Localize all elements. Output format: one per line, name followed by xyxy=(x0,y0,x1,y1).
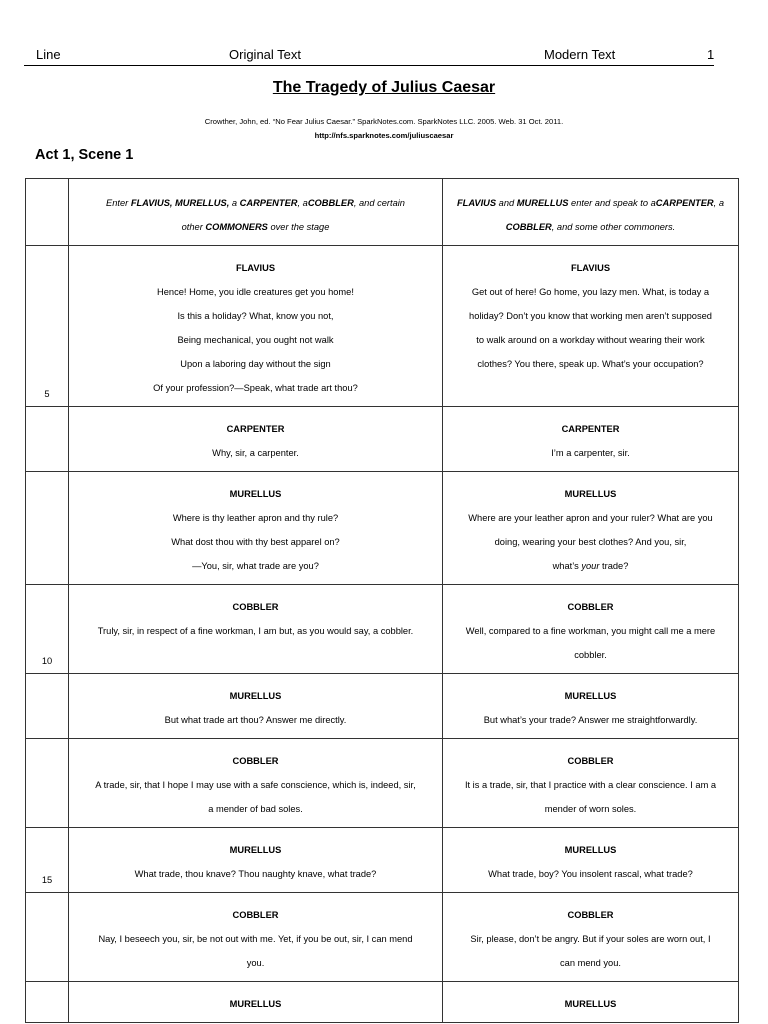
dialogue-row xyxy=(26,828,739,893)
modern-line: What trade, boy? You insolent rascal, what trade? xyxy=(488,869,693,879)
line-number-cell xyxy=(26,982,69,1023)
dialogue-row xyxy=(26,739,739,828)
stage-direction-modern: FLAVIUS and MURELLUS enter and speak to aCARPENTER, a COBBLER, and some other commoners. xyxy=(457,198,724,232)
speaker-name: CARPENTER xyxy=(561,424,620,434)
original-text-cell xyxy=(69,674,443,739)
original-text-cell xyxy=(69,828,443,893)
line-number-cell xyxy=(26,828,69,893)
page-number: 1 xyxy=(707,47,715,62)
original-text-cell xyxy=(69,893,443,982)
dialogue-row xyxy=(26,893,739,982)
speaker-name: CARPENTER xyxy=(226,424,285,434)
modern-text-cell xyxy=(443,893,739,982)
speaker-name: COBBLER xyxy=(567,602,614,612)
modern-line: Where are your leather apron and your ruler? What are you xyxy=(468,513,713,523)
original-line: Of your profession?—Speak, what trade art thou? xyxy=(153,383,358,393)
modern-text-cell xyxy=(443,179,739,246)
script-table xyxy=(25,178,739,1023)
original-text-cell xyxy=(69,739,443,828)
modern-line: But what’s your trade? Answer me straightforwardly. xyxy=(483,715,698,725)
modern-line: Sir, please, don’t be angry. But if your soles are worn out, I xyxy=(470,934,711,944)
speaker-name: FLAVIUS xyxy=(235,263,276,273)
modern-text-cell xyxy=(443,739,739,828)
dialogue-row xyxy=(26,982,739,1023)
original-text-cell xyxy=(69,472,443,585)
modern-line: Get out of here! Go home, you lazy men. What, is today a xyxy=(471,287,710,297)
original-line: Where is thy leather apron and thy rule? xyxy=(172,513,339,523)
line-number-cell xyxy=(26,674,69,739)
original-line: Hence! Home, you idle creatures get you home! xyxy=(157,287,354,297)
line-number: 10 xyxy=(41,656,53,666)
original-text-cell xyxy=(69,246,443,407)
original-line: A trade, sir, that I hope I may use with a safe conscience, which is, indeed, sir, xyxy=(95,780,416,790)
line-number-cell xyxy=(26,585,69,674)
original-line: Upon a laboring day without the sign xyxy=(180,359,331,369)
original-line: a mender of bad soles. xyxy=(208,804,303,814)
original-text-cell xyxy=(69,179,443,246)
original-line: you. xyxy=(246,958,265,968)
speaker-name: MURELLUS xyxy=(229,845,282,855)
modern-text-column-label: Modern Text xyxy=(544,47,616,62)
speaker-name: MURELLUS xyxy=(564,999,617,1009)
original-line: But what trade art thou? Answer me directly. xyxy=(164,715,347,725)
line-number-cell xyxy=(26,472,69,585)
original-text-column-label: Original Text xyxy=(229,47,302,62)
line-number-cell xyxy=(26,246,69,407)
modern-line: what’s your trade? xyxy=(552,561,629,571)
speaker-name: COBBLER xyxy=(232,910,279,920)
modern-text-cell xyxy=(443,674,739,739)
original-line: —You, sir, what trade are you? xyxy=(192,561,319,571)
original-line: Why, sir, a carpenter. xyxy=(212,448,299,458)
speaker-name: COBBLER xyxy=(232,602,279,612)
modern-text-cell xyxy=(443,246,739,407)
modern-line: cobbler. xyxy=(574,650,607,660)
modern-text-cell xyxy=(443,472,739,585)
speaker-name: MURELLUS xyxy=(229,691,282,701)
modern-line: It is a trade, sir, that I practice with a clear conscience. I am a xyxy=(464,780,717,790)
page-header xyxy=(24,45,714,66)
original-line: Is this a holiday? What, know you not, xyxy=(177,311,334,321)
modern-text-cell xyxy=(443,585,739,674)
speaker-name: COBBLER xyxy=(567,756,614,766)
scene-heading: Act 1, Scene 1 xyxy=(35,147,134,163)
speaker-name: MURELLUS xyxy=(564,691,617,701)
dialogue-row xyxy=(26,407,739,472)
modern-line: doing, wearing your best clothes? And you, sir, xyxy=(494,537,687,547)
citation-text: Crowther, John, ed. “No Fear Julius Caesar.” SparkNotes.com. SparkNotes LLC. 2005. Web. 31 Oct. 2011. xyxy=(204,117,564,126)
dialogue-row xyxy=(26,472,739,585)
modern-line: clothes? You there, speak up. What’s your occupation? xyxy=(477,359,704,369)
line-number-cell xyxy=(26,179,69,246)
line-number-cell xyxy=(26,893,69,982)
modern-line: I’m a carpenter, sir. xyxy=(551,448,630,458)
dialogue-row xyxy=(26,674,739,739)
modern-text-cell xyxy=(443,982,739,1023)
stage-direction-row xyxy=(26,179,739,246)
original-text-cell xyxy=(69,982,443,1023)
modern-line: holiday? Don’t you know that working men aren’t supposed xyxy=(469,311,712,321)
speaker-name: MURELLUS xyxy=(229,999,282,1009)
original-line: What trade, thou knave? Thou naughty knave, what trade? xyxy=(134,869,377,879)
dialogue-row xyxy=(26,246,739,407)
document-title: The Tragedy of Julius Caesar xyxy=(272,79,496,96)
speaker-name: FLAVIUS xyxy=(570,263,611,273)
modern-line: mender of worn soles. xyxy=(544,804,637,814)
modern-text-cell xyxy=(443,407,739,472)
original-text-cell xyxy=(69,407,443,472)
modern-line: to walk around on a workday without wearing their work xyxy=(476,335,705,345)
original-line: Nay, I beseech you, sir, be not out with me. Yet, if you be out, sir, I can mend xyxy=(98,934,413,944)
original-line: What dost thou with thy best apparel on? xyxy=(171,537,340,547)
citation-url: http://nfs.sparknotes.com/juliuscaesar xyxy=(314,131,454,140)
original-line: Truly, sir, in respect of a fine workman, I am but, as you would say, a cobbler. xyxy=(97,626,414,636)
original-line: Being mechanical, you ought not walk xyxy=(177,335,334,345)
modern-line: Well, compared to a fine workman, you might call me a mere xyxy=(465,626,716,636)
speaker-name: COBBLER xyxy=(567,910,614,920)
stage-direction-original: Enter FLAVIUS, MURELLUS, a CARPENTER, aCOBBLER, and certain other COMMONERS over the stage xyxy=(106,198,405,232)
speaker-name: MURELLUS xyxy=(564,489,617,499)
speaker-name: MURELLUS xyxy=(229,489,282,499)
modern-line: can mend you. xyxy=(560,958,621,968)
speaker-name: COBBLER xyxy=(232,756,279,766)
citation xyxy=(0,115,768,143)
line-number: 15 xyxy=(41,875,53,885)
dialogue-row xyxy=(26,585,739,674)
modern-text-cell xyxy=(443,828,739,893)
original-text-cell xyxy=(69,585,443,674)
line-number-cell xyxy=(26,739,69,828)
line-column-label: Line xyxy=(36,47,61,62)
speaker-name: MURELLUS xyxy=(564,845,617,855)
line-number-cell xyxy=(26,407,69,472)
line-number: 5 xyxy=(44,389,50,399)
